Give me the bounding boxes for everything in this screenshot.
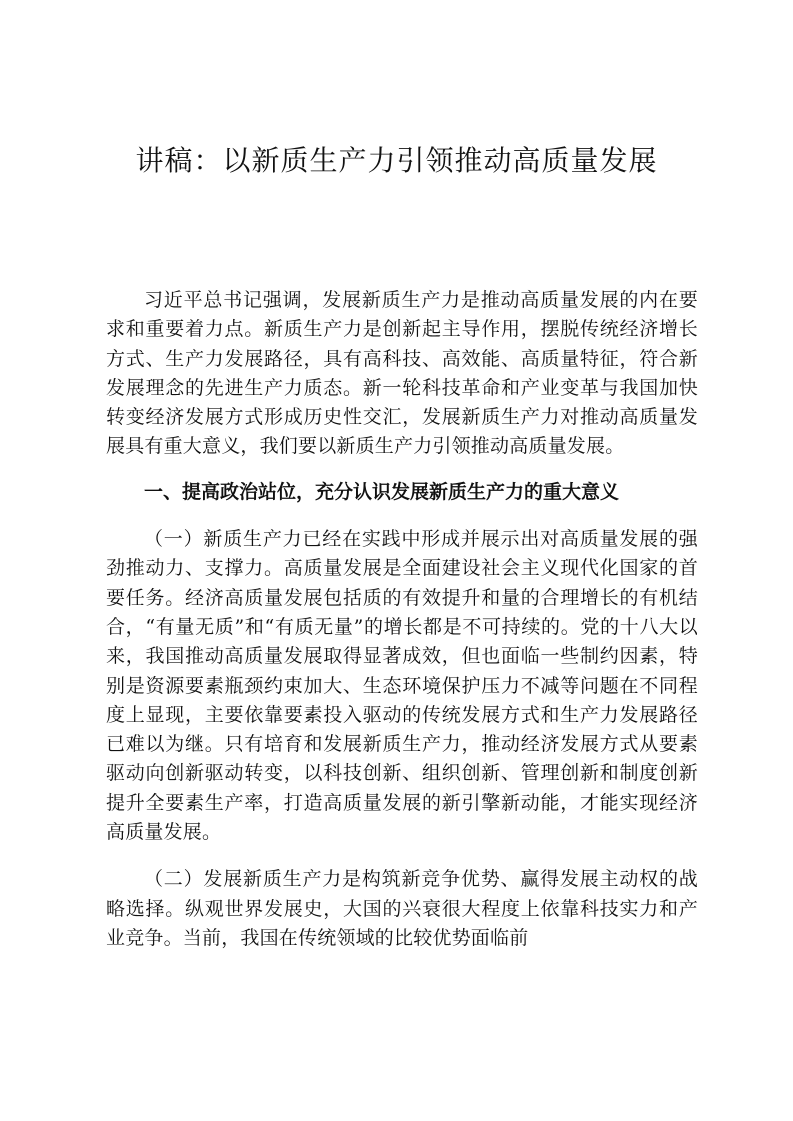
section-heading-1: 一、提高政治站位，充分认识发展新质生产力的重大意义 xyxy=(144,480,620,503)
intro-paragraph: 习近平总书记强调，发展新质生产力是推动高质量发展的内在要求和重要着力点。新质生产力是创新起主导作用，摆脱传统经济增长方式、生产力发展路径，具有高科技、高效能、高质量特征，符合新发展理念的先进生产力质态。新一轮科技革命和产业变革与我国加快转变经济发展方式形成历史性交汇，发展新质生产力对推动高质量发展具有重大意义，我们要以新质生产力引领推动高质量发展。 xyxy=(106,289,698,458)
subsection-paragraph-1: （一）新质生产力已经在实践中形成并展示出对高质量发展的强劲推动力、支撑力。高质量发展是全面建设社会主义现代化国家的首要任务。经济高质量发展包括质的有效提升和量的合理增长的有机结合，“有量无质”和“有质无量”的增长都是不可持续的。党的十八大以来，我国推动高质量发展取得显著成效，但也面临一些制约因素，特别是资源要素瓶颈约束加大、生态环境保护压力不减等问题在不同程度上显现，主要依靠要素投入驱动的传统发展方式和生产力发展路径已难以为继。只有培育和发展新质生产力，推动经济发展方式从要素驱动向创新驱动转变，以科技创新、组织创新、管理创新和制度创新提升全要素生产率，打造高质量发展的新引擎新动能，才能实现经济高质量发展。 xyxy=(106,528,698,844)
subsection-paragraph-2: （二）发展新质生产力是构筑新竞争优势、赢得发展主动权的战略选择。纵观世界发展史，大国的兴衰很大程度上依靠科技实力和产业竞争。当前，我国在传统领域的比较优势面临前 xyxy=(106,868,698,949)
document-title: 讲稿：以新质生产力引领推动高质量发展 xyxy=(135,144,658,177)
document-body xyxy=(106,286,698,953)
